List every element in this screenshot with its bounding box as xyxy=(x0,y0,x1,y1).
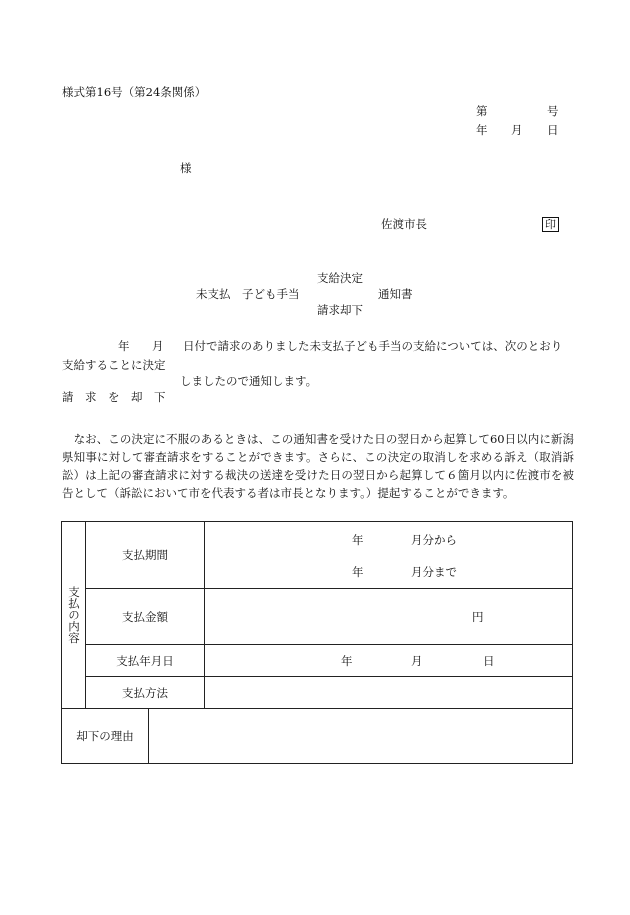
date-value-cell xyxy=(205,645,573,677)
issuer-name: 佐渡市長 xyxy=(381,217,427,231)
period-from-month: 月分から xyxy=(411,533,457,547)
form-id: 様式第16号（第24条関係） xyxy=(62,85,207,99)
pay-date-year: 年 xyxy=(341,654,353,668)
method-label: 支払方法 xyxy=(86,677,205,709)
date-year-label: 年 xyxy=(476,123,488,137)
date-label: 支払年月日 xyxy=(86,645,205,677)
payment-table xyxy=(61,521,573,764)
group-label: 支払の内容 xyxy=(67,586,81,644)
title-option-bottom: 請求却下 xyxy=(317,303,363,317)
title-prefix: 未支払 子ども手当 xyxy=(196,287,300,301)
period-to-year: 年 xyxy=(352,565,364,579)
rejection-value xyxy=(149,709,573,764)
title-suffix: 通知書 xyxy=(378,287,413,301)
body-month-label: 月 xyxy=(152,339,164,353)
pay-date-day: 日 xyxy=(483,654,495,668)
seal-mark: 印 xyxy=(542,217,559,232)
body-line1: 日付で請求のありました未支払子ども手当の支給については、次のとおり xyxy=(183,339,563,353)
number-label-dai: 第 xyxy=(476,104,488,118)
pay-date-month: 月 xyxy=(411,654,423,668)
body-year-label: 年 xyxy=(118,339,130,353)
rejection-label: 却下の理由 xyxy=(62,709,149,764)
amount-label: 支払金額 xyxy=(86,589,205,645)
amount-value-cell xyxy=(205,589,573,645)
amount-unit: 円 xyxy=(472,610,484,624)
period-value-cell xyxy=(205,522,573,589)
notice-paragraph: なお、この決定に不服のあるときは、この通知書を受けた日の翌日から起算して60日以内に新潟県知事に対して審査請求をすることができます。さらに、この決定の取消しを求める訴え（取消訴訟）は上記の審査請求に対する裁決の送達を受けた日の翌日から起算して６箇月以内に佐渡市を被告として（訴訟において市を代表する者は市長となります。）提起することができます。 xyxy=(62,432,574,500)
method-value xyxy=(205,677,573,709)
title-option-top: 支給決定 xyxy=(317,271,363,285)
number-label-go: 号 xyxy=(547,104,559,118)
period-from-year: 年 xyxy=(352,533,364,547)
date-month-label: 月 xyxy=(511,123,523,137)
body-line2: しましたので通知します。 xyxy=(180,374,318,388)
body-option-bottom: 請 求 を 却 下 xyxy=(62,390,166,404)
group-label-cell xyxy=(62,522,86,709)
date-day-label: 日 xyxy=(547,123,559,137)
body-option-top: 支給することに決定 xyxy=(62,358,166,372)
addressee-suffix: 様 xyxy=(180,161,192,175)
period-to-month: 月分まで xyxy=(411,565,457,579)
period-label: 支払期間 xyxy=(86,522,205,589)
